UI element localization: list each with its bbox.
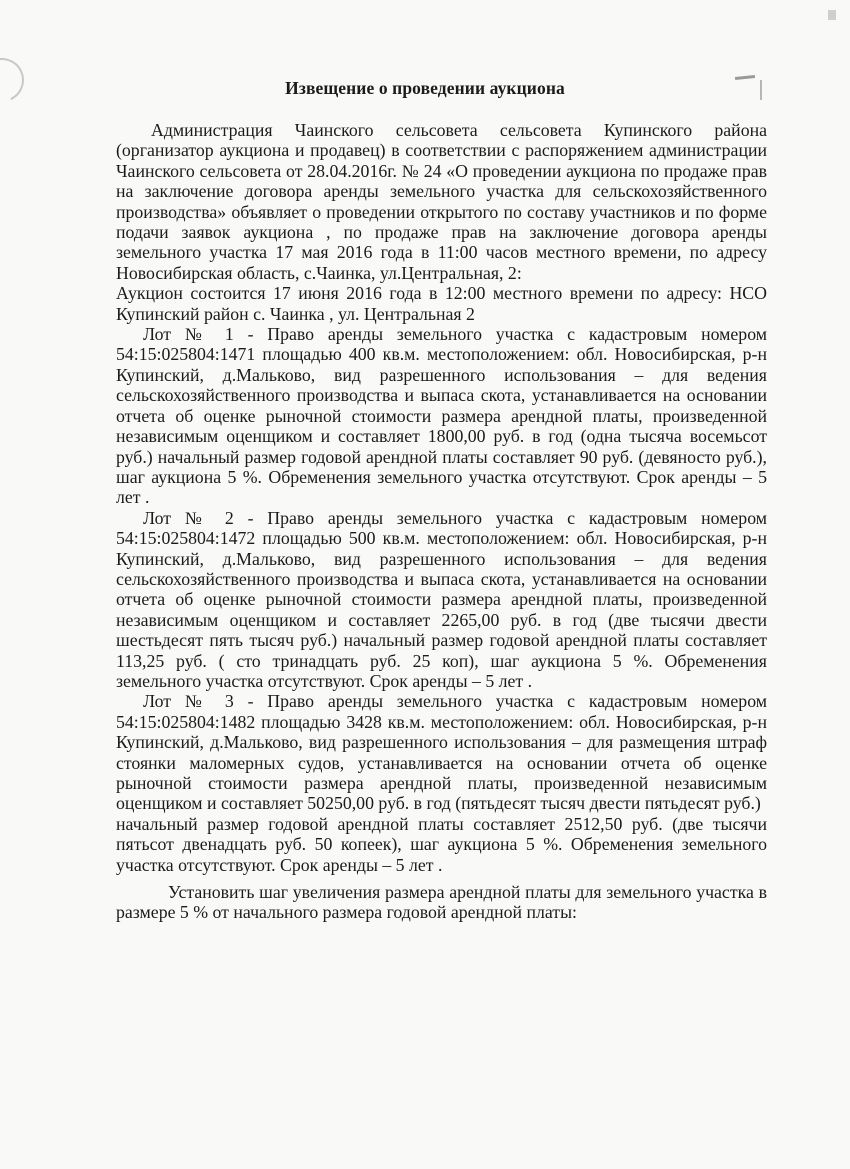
scan-corner-mark xyxy=(828,10,836,20)
auction-date-paragraph: Аукцион состоится 17 июня 2016 года в 12:00 местного времени по адресу: НСО Купинский район с. Чаинка , ул. Центральная 2 xyxy=(116,283,767,324)
document-title: Извещение о проведении аукциона xyxy=(285,78,565,98)
lot-3-paragraph: Лот № 3 - Право аренды земельного участка с кадастровым номером 54:15:025804:1482 площадью 3428 кв.м. местоположением: обл. Новосибирская, р-н Купинский, д.Мальково, вид разрешенного использования – для размещения штраф стоянки маломерных судов, устанавливается на основании отчета об оценке рыночной стоимости размера арендной платы, произведенной независимым оценщиком и составляет 50250,00 руб. в год (пятьдесят тысяч двести пятьдесят руб.) xyxy=(116,691,767,814)
closing-paragraph: Установить шаг увеличения размера арендной платы для земельного участка в размере 5 % от начального размера годовой арендной платы: xyxy=(116,882,767,923)
lot-1-paragraph: Лот № 1 - Право аренды земельного участка с кадастровым номером 54:15:025804:1471 площадью 400 кв.м. местоположением: обл. Новосибирская, р-н Купинский, д.Мальково, вид разрешенного использования – для ведения сельскохозяйственного производства и выпаса скота, устанавливается на основании отчета об оценке рыночной стоимости размера арендной платы, произведенной независимым оценщиком и составляет 1800,00 руб. в год (одна тысяча восемьсот руб.) начальный размер годовой арендной платы составляет 90 руб. (девяносто руб.), шаг аукциона 5 %. Обременения земельного участка отсутствуют. Срок аренды – 5 лет . xyxy=(116,324,767,508)
intro-paragraph: Администрация Чаинского сельсовета сельсовета Купинского района (организатор аукциона и продавец) в соответствии с распоряжением администрации Чаинского сельсовета от 28.04.2016г. № 24 «О проведении аукциона по продаже прав на заключение договора аренды земельного участка для сельскохозяйственного производства» объявляет о проведении открытого по составу участников и по форме подачи заявок аукциона , по продаже прав на заключение договора аренды земельного участка 17 мая 2016 года в 11:00 часов местного времени, по адресу Новосибирская область, с.Чаинка, ул.Центральная, 2: xyxy=(116,120,767,283)
lot-2-paragraph: Лот № 2 - Право аренды земельного участка с кадастровым номером 54:15:025804:1472 площадью 500 кв.м. местоположением: обл. Новосибирская, р-н Купинский, д.Мальково, вид разрешенного использования – для ведения сельскохозяйственного производства и выпаса скота, устанавливается на основании отчета об оценке рыночной стоимости размера арендной платы, произведенной независимым оценщиком и составляет 2265,00 руб. в год (две тысячи двести шестьдесят пять тысяч руб.) начальный размер годовой арендной платы составляет 113,25 руб. ( сто тринадцать руб. 25 коп), шаг аукциона 5 %. Обременения земельного участка отсутствуют. Срок аренды – 5 лет . xyxy=(116,507,767,691)
document-body xyxy=(116,120,767,923)
lot-3-continuation-paragraph: начальный размер годовой арендной платы составляет 2512,50 руб. (две тысячи пятьсот двенадцать руб. 50 копеек), шаг аукциона 5 %. Обременения земельного участка отсутствуют. Срок аренды – 5 лет . xyxy=(116,813,767,875)
